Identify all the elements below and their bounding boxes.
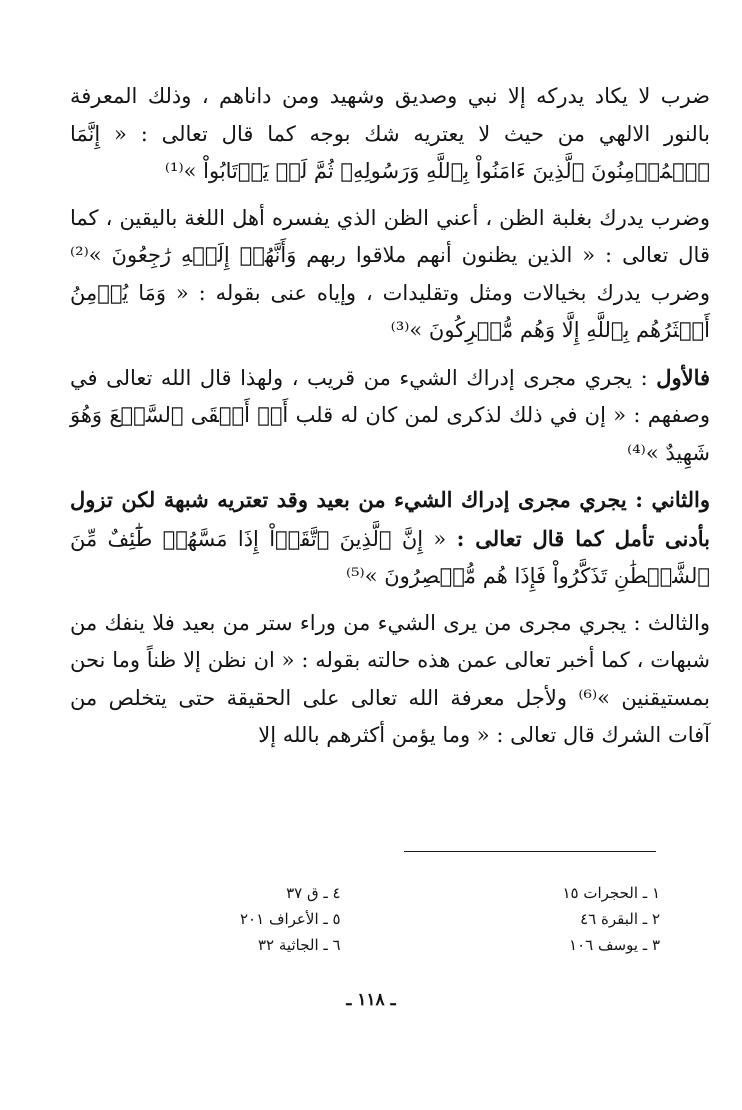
footnotes (240, 880, 660, 958)
paragraph-text: والثالث : يجري مجرى من يرى الشيء من وراء ستر من بعيد فلا ينفك من شبهات ، كما أخبر تعالى عمن هذه حالته بقوله : « ان نظن إلا ظناً وما نحن بمستيقنين »⁽⁶⁾ ولأجل معرفة الله تعالى على الحقيقة حتى يتخلص من آفات الشرك قال تعالى : « وما يؤمن أكثرهم بالله إلا (70, 610, 711, 747)
paragraph-text: وضرب يدرك بغلبة الظن ، أعني الظن الذي يفسره أهل اللغة باليقين ، كما قال تعالى : « الذين يظنون أنهم ملاقوا ربهم وَأَنَّهُمۡ إِلَيۡهِ رَٰجِعُونَ »⁽²⁾ وضرب يدرك بخيالات ومثل وتقليدات ، وإياه عنى بقوله : « وَمَا يُؤۡمِنُ أَكۡثَرُهُم بِٱللَّهِ إِلَّا وَهُم مُّشۡرِكُونَ »⁽³⁾ (70, 205, 710, 342)
footnote-3: ٣ ـ يوسف ١٠٦ (569, 936, 660, 954)
page-number: ـ ١١٨ ـ (346, 990, 396, 1010)
paragraph-text: « إِنَّ ٱلَّذِينَ ٱتَّقَوۡاْ إِذَا مَسَّهُمۡ طَٰٓئِفٌ مِّنَ ٱلشَّيۡطَٰنِ تَذَكَّرُواْ فَإِذَا هُم مُّبۡصِرُونَ »⁽⁵⁾ (70, 526, 710, 588)
paragraph-1 (70, 78, 710, 191)
footnote-4: ٤ ـ ق ٣٧ (286, 884, 341, 902)
paragraph-text: : يجري مجرى إدراك الشيء من قريب ، ولهذا قال الله تعالى في وصفهم : « إن في ذلك لذكرى لمن كان له قلب أَوۡ أَلۡقَى ٱلسَّمۡعَ وَهُوَ شَهِيدٌ »⁽⁴⁾ (70, 365, 711, 465)
footnote-2: ٢ ـ البقرة ٤٦ (580, 910, 660, 928)
footnotes-column-left (240, 880, 341, 958)
footnote-divider (404, 851, 656, 852)
footnote-6: ٦ ـ الجاثية ٣٢ (257, 936, 341, 954)
paragraph-lead: والثاني : يجري مجرى إدراك الشيء من بعيد وقد تعتريه شبهة لكن تزول بأدنى تأمل كما قال تعالى : (70, 487, 710, 551)
footnote-5: ٥ ـ الأعراف ٢٠١ (240, 910, 341, 928)
paragraph-2 (70, 200, 710, 350)
paragraph-lead: فالأول (656, 364, 710, 390)
paragraph-5 (70, 605, 710, 755)
paragraph-3 (70, 359, 710, 473)
body-text (70, 78, 710, 764)
paragraph-text: ضرب لا يكاد يدركه إلا نبي وصديق وشهيد ومن داناهم ، وذلك المعرفة بالنور الالهي من حيث لا يعتريه شك بوجه كما قال تعالى : « إِنَّمَا ٱلۡمُؤۡمِنُونَ ٱلَّذِينَ ءَامَنُواْ بِٱللَّهِ وَرَسُولِهِۦ ثُمَّ لَمۡ يَرۡتَابُواْ »⁽¹⁾ (70, 84, 710, 183)
footnote-1: ١ ـ الحجرات ١٥ (562, 884, 660, 902)
paragraph-4 (70, 481, 710, 596)
footnotes-column-right (562, 880, 660, 958)
